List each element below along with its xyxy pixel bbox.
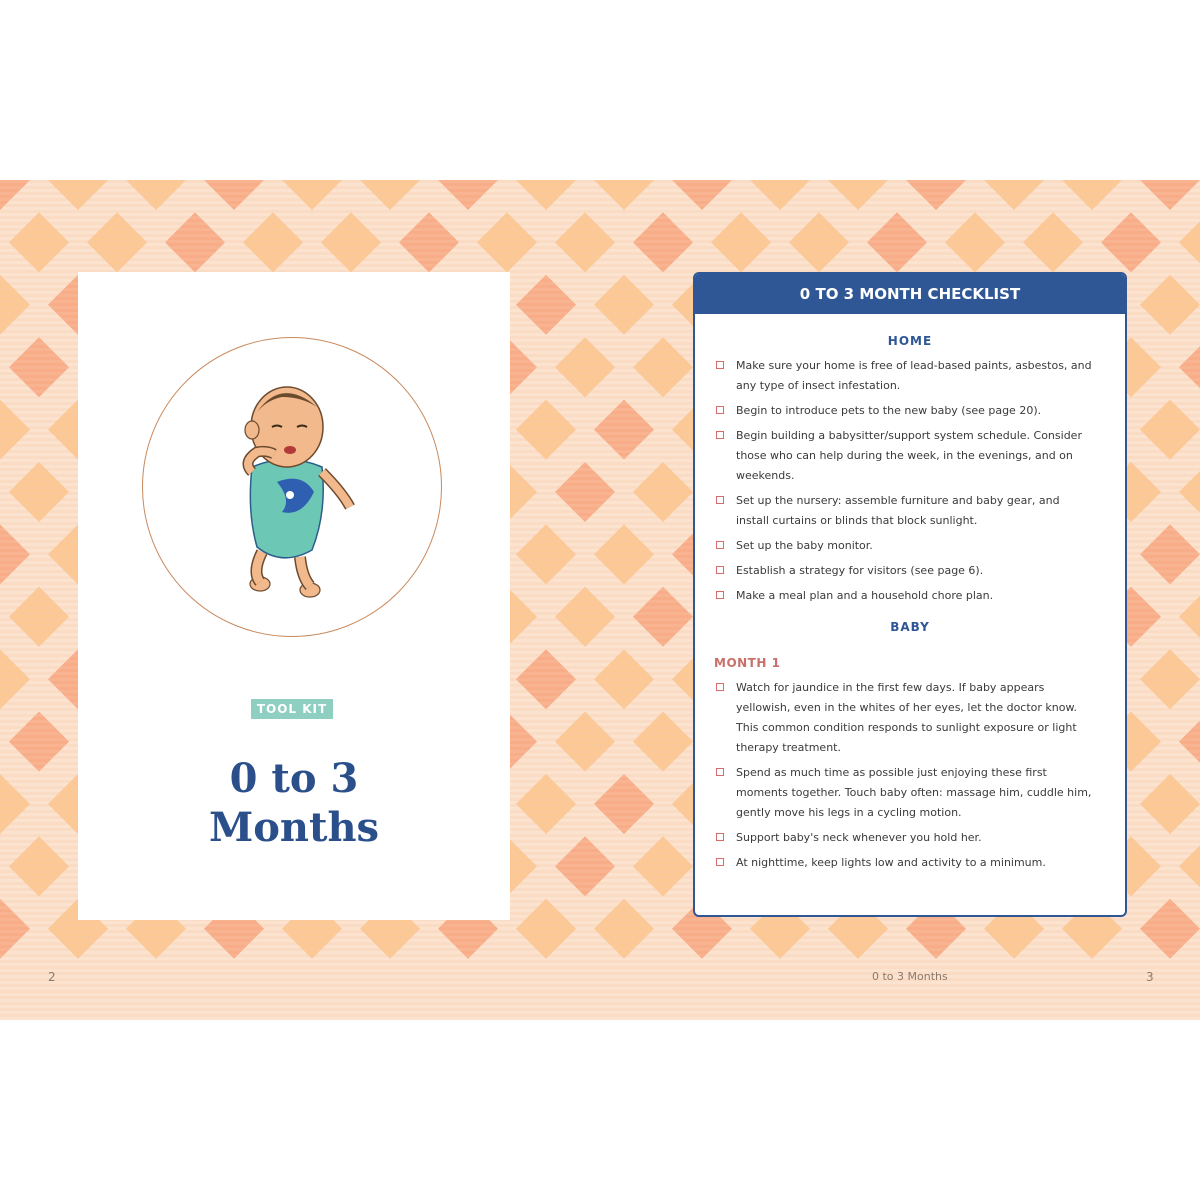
checklist-item: [714, 828, 1095, 848]
checkbox[interactable]: [716, 496, 724, 504]
home-heading: HOME: [887, 334, 933, 348]
checklist-card: [693, 272, 1127, 917]
checklist-item-text: Support baby's neck whenever you hold her.: [736, 831, 982, 844]
tool-kit-badge: TOOL KIT: [251, 699, 333, 719]
checkbox[interactable]: [716, 858, 724, 866]
baby-heading: BABY: [890, 620, 930, 634]
checkbox[interactable]: [716, 683, 724, 691]
checklist-item-text: Begin building a babysitter/support system schedule. Consider those who can help during the week, in the evenings, and on weekends.: [736, 429, 1082, 482]
checklist-item: [714, 356, 1095, 396]
checklist-item-text: Watch for jaundice in the first few days. If baby appears yellowish, even in the whites of her eyes, let the doctor know. This common condition responds to sunlight exposure or light therapy treatment.: [736, 681, 1077, 754]
checklist-item: [714, 401, 1095, 421]
checkbox[interactable]: [716, 361, 724, 369]
checklist-item: [714, 763, 1095, 823]
checkbox[interactable]: [716, 566, 724, 574]
checkbox[interactable]: [716, 591, 724, 599]
checkbox[interactable]: [716, 431, 724, 439]
checkbox[interactable]: [716, 541, 724, 549]
checklist-item-text: Make sure your home is free of lead-based paints, asbestos, and any type of insect infestation.: [736, 359, 1092, 392]
checklist-item: [714, 853, 1095, 873]
checklist-item: [714, 678, 1095, 758]
checklist-item-text: At nighttime, keep lights low and activity to a minimum.: [736, 856, 1046, 869]
month1-checklist: [695, 678, 1125, 873]
checkbox[interactable]: [716, 833, 724, 841]
checklist-item: [714, 426, 1095, 486]
checklist-item-text: Set up the nursery: assemble furniture and baby gear, and install curtains or blinds that block sunlight.: [736, 494, 1060, 527]
checklist-item: [714, 536, 1095, 556]
checklist-item: [714, 491, 1095, 531]
chapter-title-line2: Months: [208, 803, 380, 851]
baby-illustration: [222, 372, 372, 602]
book-spread: [0, 180, 1200, 1020]
page-number-right: 3: [1146, 970, 1154, 984]
running-footer: 0 to 3 Months: [872, 970, 948, 983]
page-number-left: 2: [48, 970, 56, 984]
checklist-header: 0 TO 3 MONTH CHECKLIST: [695, 274, 1125, 314]
month1-heading: MONTH 1: [714, 656, 781, 670]
home-checklist: [695, 356, 1125, 606]
checklist-item-text: Begin to introduce pets to the new baby (see page 20).: [736, 404, 1042, 417]
chapter-title-line1: 0 to 3: [229, 755, 359, 802]
checklist-item: [714, 561, 1095, 581]
checklist-item-text: Establish a strategy for visitors (see page 6).: [736, 564, 984, 577]
checkbox[interactable]: [716, 406, 724, 414]
chapter-title: [78, 755, 510, 853]
checklist-item-text: Make a meal plan and a household chore plan.: [736, 589, 994, 602]
checklist-item-text: Spend as much time as possible just enjoying these first moments together. Touch baby often: massage him, cuddle him, gently move his legs in a cycling motion.: [736, 766, 1092, 819]
checklist-item-text: Set up the baby monitor.: [736, 539, 873, 552]
checklist-item: [714, 586, 1095, 606]
checkbox[interactable]: [716, 768, 724, 776]
